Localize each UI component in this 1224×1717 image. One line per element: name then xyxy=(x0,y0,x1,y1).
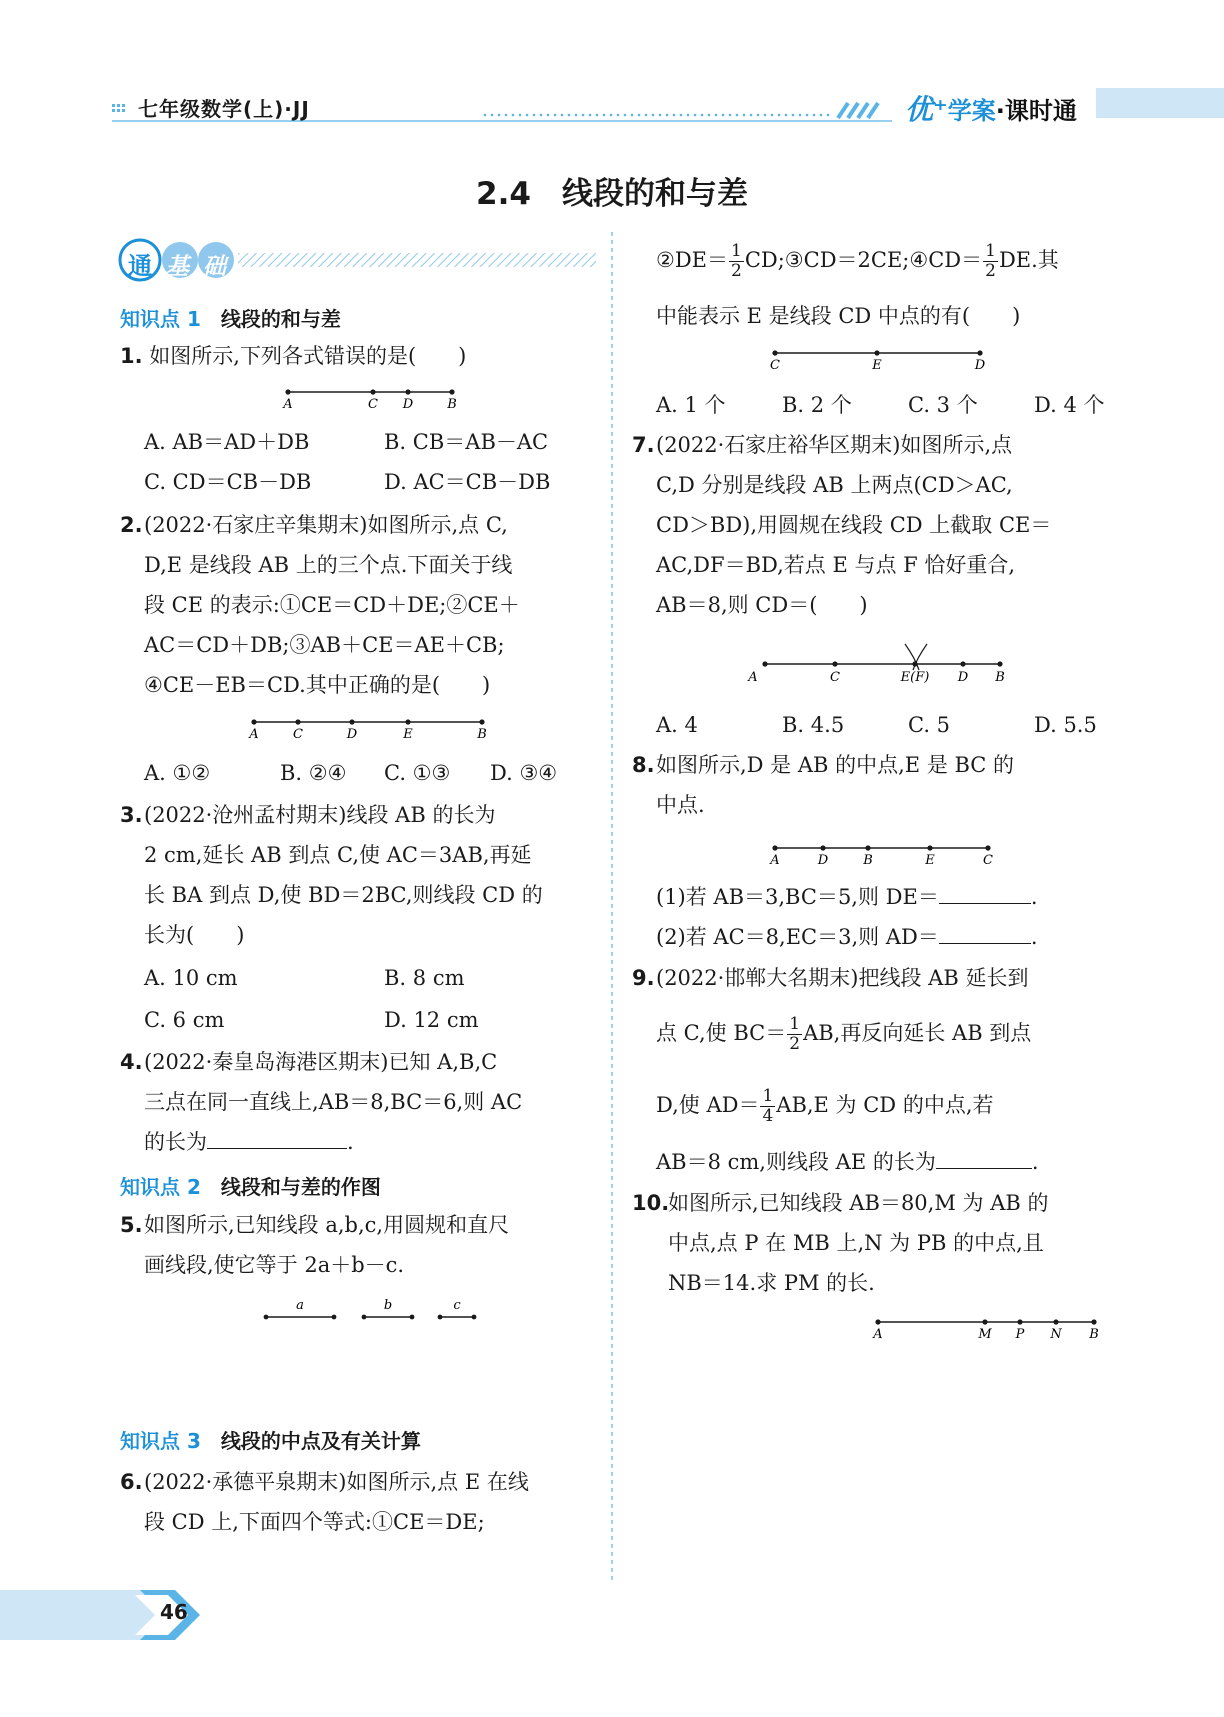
q5-line-1: 如图所示,已知线段 a,b,c,用圆规和直尺 xyxy=(144,1213,510,1237)
point-label-A: A xyxy=(249,727,259,742)
point-P xyxy=(1017,1319,1022,1324)
q6-option-b: B. 2 个 xyxy=(782,393,852,417)
point-label-E: E xyxy=(403,727,413,742)
q1-text: 如图所示,下列各式错误的是( ) xyxy=(149,344,467,368)
q7-number xyxy=(632,425,655,465)
point-B xyxy=(449,389,454,394)
brand-logo xyxy=(905,88,1077,128)
q9-l4-text: AB＝8 cm,则线段 AE 的长为 xyxy=(656,1150,936,1174)
q6-f2-num: 1 xyxy=(985,241,996,261)
point-A xyxy=(285,389,290,394)
q4-num: 4. xyxy=(120,1050,143,1074)
q9-fraction-2 xyxy=(760,1087,775,1126)
kp3-title: 线段的中点及有关计算 xyxy=(220,1429,421,1453)
q9-f1-num: 1 xyxy=(789,1014,801,1034)
q10-line-1: 如图所示,已知线段 AB＝80,M 为 AB 的 xyxy=(668,1191,1049,1215)
q8-line-1: 如图所示,D 是 AB 的中点,E 是 BC 的 xyxy=(656,753,1015,777)
segment-endpoint xyxy=(438,1315,443,1320)
point-E xyxy=(927,845,932,850)
point-label-C: C xyxy=(368,397,378,412)
q7-line-4: AC,DF＝BD,若点 E 与点 F 恰好重合, xyxy=(656,553,1016,577)
q5-number xyxy=(120,1205,143,1245)
q2-figure xyxy=(240,712,500,742)
point-label-D: D xyxy=(817,853,829,868)
q6-r1b: CD;③CD＝2CE;④CD＝ xyxy=(744,248,983,272)
q9-f2-den: 4 xyxy=(762,1106,774,1126)
q2-num: 2. xyxy=(120,513,143,537)
point-B xyxy=(865,845,870,850)
q1-option-d: D. AC＝CB－DB xyxy=(384,470,551,494)
q9-f1-den: 2 xyxy=(789,1034,801,1054)
q6-line-1: (2022·承德平泉期末)如图所示,点 E 在线 xyxy=(144,1470,529,1494)
q2-line-3: 段 CE 的表示:①CE＝CD＋DE;②CE＋ xyxy=(144,593,520,617)
q9-l2a: 点 C,使 BC＝ xyxy=(656,1021,787,1045)
q7-line-2: C,D 分别是线段 AB 上两点(CD＞AC, xyxy=(656,473,1013,497)
q2-line-5: ④CE－EB＝CD.其中正确的是( ) xyxy=(144,673,491,697)
book-title: 七年级数学(上)·JJ xyxy=(138,97,310,121)
q7-line-5: AB＝8,则 CD＝( ) xyxy=(656,593,868,617)
q2-option-a: A. ①② xyxy=(144,761,211,785)
q3-line-3: 长 BA 到点 D,使 BD＝2BC,则线段 CD 的 xyxy=(144,883,543,907)
q10-figure xyxy=(860,1310,1110,1350)
q1-option-c: C. CD＝CB－DB xyxy=(144,470,312,494)
q3-line-1: (2022·沧州孟村期末)线段 AB 的长为 xyxy=(144,803,496,827)
q7-line-3: CD＞BD),用圆规在线段 CD 上截取 CE＝ xyxy=(656,513,1052,537)
q9-line-4 xyxy=(656,1142,1039,1182)
q9-number xyxy=(632,958,655,998)
q4-end: . xyxy=(347,1130,354,1154)
q8-figure xyxy=(765,838,1005,868)
point-label-A: A xyxy=(748,670,758,685)
q10-line-3: NB＝14.求 PM 的长. xyxy=(668,1271,875,1295)
q3-line-4: 长为( ) xyxy=(144,923,245,947)
banner-tong: 通 xyxy=(128,252,152,280)
q3-option-b: B. 8 cm xyxy=(384,966,465,990)
kp2-title: 线段和与差的作图 xyxy=(220,1175,381,1199)
q4-line-3 xyxy=(144,1122,354,1162)
q6-r1a: ②DE＝ xyxy=(656,248,728,272)
q8-sub-2 xyxy=(656,917,1038,957)
kp2-heading xyxy=(120,1171,381,1200)
point-label-A: A xyxy=(770,853,780,868)
q6-fraction-2 xyxy=(983,242,998,281)
kp1-title: 线段的和与差 xyxy=(220,307,341,331)
q8-sub-1 xyxy=(656,877,1038,917)
q6-f1-num: 1 xyxy=(731,241,742,261)
point-A xyxy=(762,661,767,666)
kp2-number: 知识点 2 xyxy=(120,1175,201,1199)
q7-option-b: B. 4.5 xyxy=(782,713,845,737)
point-E xyxy=(874,350,879,355)
point-label-B: B xyxy=(863,853,873,868)
q3-num: 3. xyxy=(120,803,143,827)
q1-figure xyxy=(270,382,470,412)
point-label-B: B xyxy=(477,727,487,742)
segment-endpoint xyxy=(362,1315,367,1320)
q5-figure xyxy=(260,1296,500,1326)
q7-figure xyxy=(745,640,1015,690)
point-C xyxy=(295,719,300,724)
q4-line-2: 三点在同一直线上,AB＝8,BC＝6,则 AC xyxy=(144,1090,523,1114)
point-label-D: D xyxy=(974,358,986,373)
q10-num: 10. xyxy=(632,1191,670,1215)
kp1-heading xyxy=(120,303,341,332)
point-label-C: C xyxy=(293,727,303,742)
q2-option-d: D. ③④ xyxy=(490,761,558,785)
point-label-D: D xyxy=(957,670,969,685)
q6-line-3 xyxy=(656,240,1059,281)
point-A xyxy=(251,719,256,724)
q4-line-3-text: 的长为 xyxy=(144,1130,207,1154)
q8-line-2: 中点. xyxy=(656,793,705,817)
q9-answer-blank[interactable] xyxy=(936,1148,1032,1169)
point-M xyxy=(982,1319,987,1324)
point-label-A: A xyxy=(283,397,293,412)
point-N xyxy=(1053,1319,1058,1324)
q6-figure xyxy=(765,343,995,373)
page-number: 46 xyxy=(160,1600,188,1624)
q7-option-c: C. 5 xyxy=(908,713,951,737)
point-label-N: N xyxy=(1050,1327,1062,1342)
point-label-P: P xyxy=(1015,1327,1025,1342)
q3-number xyxy=(120,795,143,835)
segment-endpoint xyxy=(472,1315,477,1320)
q8-sub-2-text: (2)若 AC＝8,EC＝3,则 AD＝ xyxy=(656,925,939,949)
q6-num: 6. xyxy=(120,1470,143,1494)
q9-end: . xyxy=(1031,1150,1039,1174)
q9-fraction-1 xyxy=(787,1015,802,1054)
q9-l2b: AB,再反向延长 AB 到点 xyxy=(803,1021,1032,1045)
q7-option-a: A. 4 xyxy=(656,713,698,737)
point-label-D: D xyxy=(402,397,414,412)
segment-label-a: a xyxy=(296,1298,304,1313)
q3-option-a: A. 10 cm xyxy=(144,966,238,990)
q4-number xyxy=(120,1042,143,1082)
q10-line-2: 中点,点 P 在 MB 上,N 为 PB 的中点,且 xyxy=(668,1231,1044,1255)
q9-f2-num: 1 xyxy=(762,1086,774,1106)
q1-number: 1. xyxy=(120,344,143,368)
q6-r1c: DE.其 xyxy=(998,248,1059,272)
q8-answer-1[interactable] xyxy=(939,883,1031,904)
q2-option-b: B. ②④ xyxy=(280,761,347,785)
segment-endpoint xyxy=(410,1315,415,1320)
q2-line-1: (2022·石家庄辛集期末)如图所示,点 C, xyxy=(144,513,508,537)
column-divider xyxy=(610,232,614,1582)
point-label-D: D xyxy=(346,727,358,742)
q7-option-d: D. 5.5 xyxy=(1034,713,1097,737)
q4-line-1: (2022·秦皇岛海港区期末)已知 A,B,C xyxy=(144,1050,498,1074)
point-label-B: B xyxy=(1089,1327,1099,1342)
point-C xyxy=(370,389,375,394)
q9-line-1: (2022·邯郸大名期末)把线段 AB 延长到 xyxy=(656,966,1029,990)
kp3-heading xyxy=(120,1425,421,1454)
q9-l3a: D,使 AD＝ xyxy=(656,1093,760,1117)
q9-l3b: AB,E 为 CD 的中点,若 xyxy=(776,1093,994,1117)
point-label-B: B xyxy=(447,397,457,412)
point-label-A: A xyxy=(873,1327,883,1342)
q6-f2-den: 2 xyxy=(985,261,996,281)
section-title: 2.4 线段的和与差 xyxy=(476,176,748,212)
brand-you: 优⁺ xyxy=(905,93,948,126)
point-D xyxy=(820,845,825,850)
q3-option-d: D. 12 cm xyxy=(384,1008,479,1032)
point-D xyxy=(405,389,410,394)
point-label-E: E xyxy=(925,853,935,868)
point-label-C: C xyxy=(770,358,780,373)
segment-endpoint xyxy=(332,1315,337,1320)
point-C xyxy=(772,350,777,355)
point-E xyxy=(405,719,410,724)
point-A xyxy=(875,1319,880,1324)
q6-line-4: 中能表示 E 是线段 CD 中点的有( ) xyxy=(656,304,1021,328)
q4-answer-blank[interactable] xyxy=(207,1128,347,1149)
q5-num: 5. xyxy=(120,1213,143,1237)
brand-ks: ·课时通 xyxy=(995,97,1077,125)
q1-stem xyxy=(120,336,466,376)
q8-end-1: . xyxy=(1030,885,1038,909)
q2-option-c: C. ①③ xyxy=(384,761,451,785)
point-label-C: C xyxy=(983,853,993,868)
q8-end-2: . xyxy=(1030,925,1038,949)
q8-sub-1-text: (1)若 AB＝3,BC＝5,则 DE＝ xyxy=(656,885,939,909)
q1-option-a: A. AB＝AD＋DB xyxy=(144,430,310,454)
point-B xyxy=(997,661,1002,666)
q3-line-2: 2 cm,延长 AB 到点 C,使 AC＝3AB,再延 xyxy=(144,843,532,867)
q5-line-2: 画线段,使它等于 2a＋b－c. xyxy=(144,1253,405,1277)
point-label-M: M xyxy=(978,1327,992,1342)
q6-option-a: A. 1 个 xyxy=(656,393,726,417)
segment-endpoint xyxy=(264,1315,269,1320)
point-C xyxy=(832,661,837,666)
banner-jichu: 基础 xyxy=(166,253,240,280)
brand-xa: 学案 xyxy=(947,97,996,125)
q8-number xyxy=(632,745,655,785)
q1-option-b: B. CB＝AB－AC xyxy=(384,430,549,454)
q6-fraction-1 xyxy=(729,242,744,281)
segment-label-b: b xyxy=(383,1298,393,1313)
kp3-number: 知识点 3 xyxy=(120,1429,201,1453)
point-D xyxy=(960,661,965,666)
q6-number xyxy=(120,1462,143,1502)
q9-line-2 xyxy=(656,1013,1031,1054)
q9-num: 9. xyxy=(632,966,655,990)
q2-line-2: D,E 是线段 AB 上的三个点.下面关于线 xyxy=(144,553,513,577)
q10-number xyxy=(632,1183,669,1223)
q6-f1-den: 2 xyxy=(731,261,742,281)
segment-label-c: c xyxy=(453,1298,461,1313)
point-D xyxy=(977,350,982,355)
point-label-E: E xyxy=(872,358,882,373)
q6-option-c: C. 3 个 xyxy=(908,393,978,417)
point-C xyxy=(985,845,990,850)
q6-line-2: 段 CD 上,下面四个等式:①CE＝DE; xyxy=(144,1510,485,1534)
q8-num: 8. xyxy=(632,753,655,777)
point-B xyxy=(1091,1319,1096,1324)
point-B xyxy=(479,719,484,724)
point-label-C: C xyxy=(830,670,840,685)
q7-line-1: (2022·石家庄裕华区期末)如图所示,点 xyxy=(656,433,1013,457)
point-label-B: B xyxy=(995,670,1005,685)
point-D xyxy=(349,719,354,724)
q3-option-c: C. 6 cm xyxy=(144,1008,225,1032)
q7-num: 7. xyxy=(632,433,655,457)
q2-line-4: AC＝CD＋DB;③AB＋CE＝AE＋CB; xyxy=(144,633,505,657)
q2-number xyxy=(120,505,143,545)
q8-answer-2[interactable] xyxy=(939,923,1031,944)
kp1-number: 知识点 1 xyxy=(120,307,201,331)
q9-line-3 xyxy=(656,1085,994,1126)
point-A xyxy=(772,845,777,850)
point-label-E(F): E(F) xyxy=(900,670,930,685)
q6-option-d: D. 4 个 xyxy=(1034,393,1105,417)
